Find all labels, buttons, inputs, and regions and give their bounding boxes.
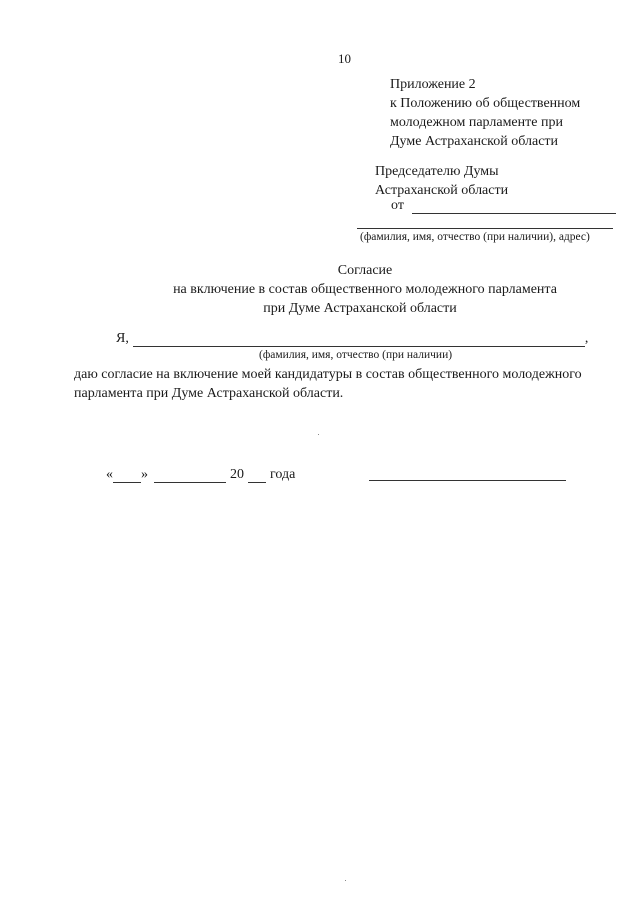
day-blank-line <box>113 469 141 483</box>
name-blank-line <box>133 332 585 347</box>
address-caption: (фамилия, имя, отчество (при наличии), адрес) <box>360 231 590 243</box>
appendix-line: Думе Астраханской области <box>390 134 559 149</box>
i-label: Я, <box>116 331 129 346</box>
title-line: Согласие <box>337 263 393 278</box>
consent-text-line: парламента при Думе Астраханской области. <box>74 386 344 401</box>
title-line: на включение в состав общественного молодежного парламента <box>173 282 557 297</box>
month-blank-line <box>154 469 226 483</box>
scan-speck <box>318 434 319 435</box>
appendix-header <box>390 75 630 151</box>
scan-speck <box>345 880 346 881</box>
appendix-line: Приложение 2 <box>390 77 476 92</box>
from-field <box>391 198 616 214</box>
document-title <box>0 261 640 318</box>
date-open-quote: « <box>106 467 113 482</box>
page-number: 10 <box>338 51 351 66</box>
addressee-line: Председателю Думы <box>375 164 499 179</box>
year-blank-line <box>248 469 266 483</box>
address-blank-line <box>357 228 613 229</box>
year-prefix: 20 <box>230 467 244 482</box>
year-suffix: года <box>270 467 296 482</box>
title-line: при Думе Астраханской области <box>263 301 457 316</box>
consent-text-line: даю согласие на включение моей кандидатуры в состав общественного молодежного <box>74 367 582 382</box>
date-field <box>106 467 295 483</box>
name-field-comma: , <box>584 331 589 346</box>
appendix-line: молодежном парламенте при <box>390 115 563 130</box>
name-caption: (фамилия, имя, отчество (при наличии) <box>259 349 453 361</box>
appendix-line: к Положению об общественном <box>390 96 581 111</box>
addressee-line: Астраханской области <box>375 183 509 198</box>
from-blank-line <box>412 200 616 214</box>
from-label: от <box>391 198 404 213</box>
date-close-quote: » <box>141 467 148 482</box>
consent-text <box>74 365 640 403</box>
signature-blank-line <box>369 480 566 481</box>
name-field <box>116 331 588 347</box>
addressee-block <box>375 162 508 200</box>
